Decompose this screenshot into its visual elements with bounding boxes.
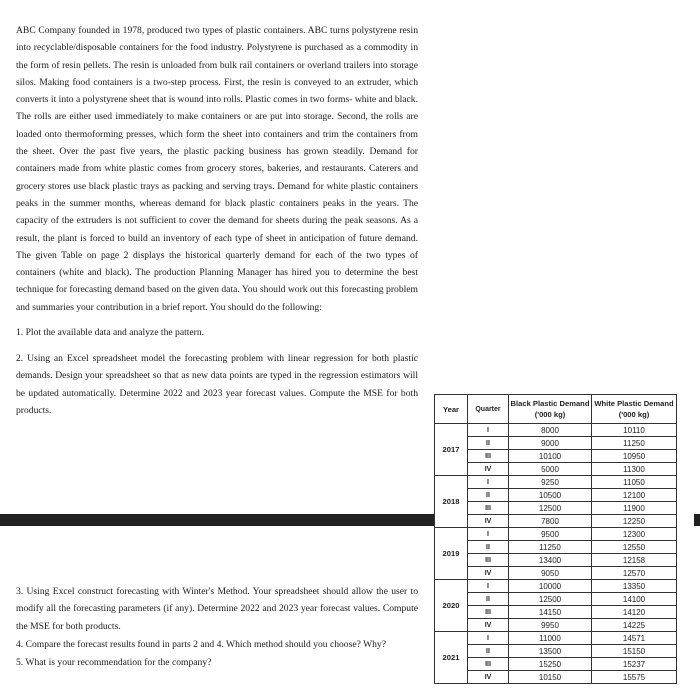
table-row (435, 450, 677, 463)
white-demand-cell: 14571 (592, 632, 677, 645)
table-row (435, 580, 677, 593)
header-black-demand: Black Plastic Demand ('000 kg) (509, 395, 592, 424)
white-demand-cell: 12100 (592, 489, 677, 502)
year-cell: 2018 (435, 476, 468, 528)
table-row (435, 476, 677, 489)
white-demand-cell: 14100 (592, 593, 677, 606)
white-demand-cell: 14225 (592, 619, 677, 632)
quarter-cell: IV (468, 463, 509, 476)
table-row (435, 554, 677, 567)
black-demand-cell: 10000 (509, 580, 592, 593)
white-demand-cell: 14120 (592, 606, 677, 619)
table-row (435, 593, 677, 606)
intro-paragraph: ABC Company founded in 1978, produced two types of plastic containers. ABC turns polystyrene resin into recyclable/disposable containers for the food industry. Polystyrene is purchased as a commodity in the form of resin pellets. The resin is unloaded from bulk rail containers or overland trailers into storage silos. Making food containers is a two-step process. First, the resin is conveyed to an extruder, which converts it into a polystyrene sheet that is wound into rolls. Plastic comes in two forms- white and black. The rolls are either used immediately to make containers or are put into storage. Second, the rolls are loaded onto thermoforming presses, which form the sheet into containers and trim the containers from the sheet. Over the past five years, the plastic packing business has grown steadily. Demand for containers made from white plastic comes from grocery stores, bakeries, and restaurants. Caterers and grocery stores use black plastic trays as packing and serving trays. Demand for white plastic containers peaks in the summer months, whereas demand for black plastic containers peaks in the years. The capacity of the extruders is not sufficient to cover the demand for sheets during the peak seasons. As a result, the plant is forced to build an inventory of each type of sheet in anticipation of future demand. The given Table on page 2 displays the historical quarterly demand for each of the two types of containers (white and black). The production Planning Manager has hired you to determine the best technique for forecasting demand based on the given data. You should work out this forecasting problem and summaries your contribution in a brief report. You should do the following: (16, 25, 418, 313)
black-demand-cell: 13400 (509, 554, 592, 567)
quarter-cell: IV (468, 619, 509, 632)
black-demand-cell: 14150 (509, 606, 592, 619)
table-row (435, 515, 677, 528)
table-row (435, 437, 677, 450)
white-demand-cell: 11300 (592, 463, 677, 476)
white-demand-cell: 10110 (592, 424, 677, 437)
black-demand-cell: 12500 (509, 502, 592, 515)
task-2: 2. Using an Excel spreadsheet model the forecasting problem with linear regression for both plastic demands. Design your spreadsheet so that as new data points are typed in the regression estimators will be updated automatically. Determine 2022 and 2023 year forecast values. Compute the MSE for both products. (16, 353, 418, 416)
page-divider-bar-edge (694, 514, 700, 526)
year-cell: 2019 (435, 528, 468, 580)
table-row (435, 424, 677, 437)
table-row (435, 541, 677, 554)
black-demand-cell: 12500 (509, 593, 592, 606)
quarter-cell: II (468, 489, 509, 502)
white-demand-cell: 15150 (592, 645, 677, 658)
black-demand-cell: 15250 (509, 658, 592, 671)
quarter-cell: III (468, 502, 509, 515)
black-demand-cell: 9250 (509, 476, 592, 489)
task-1: 1. Plot the available data and analyze the pattern. (16, 327, 205, 338)
white-demand-cell: 15237 (592, 658, 677, 671)
white-demand-cell: 11250 (592, 437, 677, 450)
table-body (435, 424, 677, 684)
page-divider-bar (0, 514, 434, 526)
quarter-cell: IV (468, 515, 509, 528)
white-demand-cell: 11900 (592, 502, 677, 515)
quarter-cell: II (468, 645, 509, 658)
quarter-cell: I (468, 632, 509, 645)
quarter-cell: II (468, 593, 509, 606)
white-demand-cell: 15575 (592, 671, 677, 684)
white-demand-cell: 13350 (592, 580, 677, 593)
black-demand-cell: 13500 (509, 645, 592, 658)
year-cell: 2017 (435, 424, 468, 476)
black-demand-cell: 10500 (509, 489, 592, 502)
white-demand-cell: 12570 (592, 567, 677, 580)
black-demand-cell: 9950 (509, 619, 592, 632)
task-4: 4. Compare the forecast results found in parts 2 and 4. Which method should you choose? Why? (16, 639, 386, 650)
white-demand-cell: 12550 (592, 541, 677, 554)
black-demand-cell: 11250 (509, 541, 592, 554)
table-row (435, 463, 677, 476)
black-demand-cell: 5000 (509, 463, 592, 476)
year-cell: 2021 (435, 632, 468, 684)
black-demand-cell: 9050 (509, 567, 592, 580)
header-year: Year (435, 395, 468, 424)
table-row (435, 606, 677, 619)
table-row (435, 632, 677, 645)
table-header-row (435, 395, 677, 424)
quarter-cell: III (468, 606, 509, 619)
white-demand-cell: 11050 (592, 476, 677, 489)
quarter-cell: IV (468, 671, 509, 684)
quarter-cell: II (468, 541, 509, 554)
quarter-cell: III (468, 554, 509, 567)
white-demand-cell: 10950 (592, 450, 677, 463)
quarter-cell: I (468, 424, 509, 437)
black-demand-cell: 11000 (509, 632, 592, 645)
black-demand-cell: 7800 (509, 515, 592, 528)
table-row (435, 671, 677, 684)
table-row (435, 645, 677, 658)
demand-table (434, 394, 677, 684)
white-demand-cell: 12250 (592, 515, 677, 528)
table-row (435, 528, 677, 541)
table-row (435, 489, 677, 502)
table-row (435, 619, 677, 632)
quarter-cell: III (468, 658, 509, 671)
table-row (435, 658, 677, 671)
black-demand-cell: 10100 (509, 450, 592, 463)
header-white-demand: White Plastic Demand ('000 kg) (592, 395, 677, 424)
black-demand-cell: 9500 (509, 528, 592, 541)
quarter-cell: I (468, 580, 509, 593)
task-3: 3. Using Excel construct forecasting with Winter's Method. Your spreadsheet should allow the user to modify all the forecasting parameters (if any). Determine 2022 and 2023 year forecast values. Compute the MSE for both products. (16, 586, 418, 632)
quarter-cell: I (468, 528, 509, 541)
table-row (435, 502, 677, 515)
quarter-cell: I (468, 476, 509, 489)
quarter-cell: IV (468, 567, 509, 580)
black-demand-cell: 10150 (509, 671, 592, 684)
quarter-cell: III (468, 450, 509, 463)
table-row (435, 567, 677, 580)
white-demand-cell: 12158 (592, 554, 677, 567)
black-demand-cell: 9000 (509, 437, 592, 450)
header-quarter: Quarter (468, 395, 509, 424)
task-5: 5. What is your recommendation for the company? (16, 657, 212, 668)
white-demand-cell: 12300 (592, 528, 677, 541)
quarter-cell: II (468, 437, 509, 450)
black-demand-cell: 8000 (509, 424, 592, 437)
year-cell: 2020 (435, 580, 468, 632)
